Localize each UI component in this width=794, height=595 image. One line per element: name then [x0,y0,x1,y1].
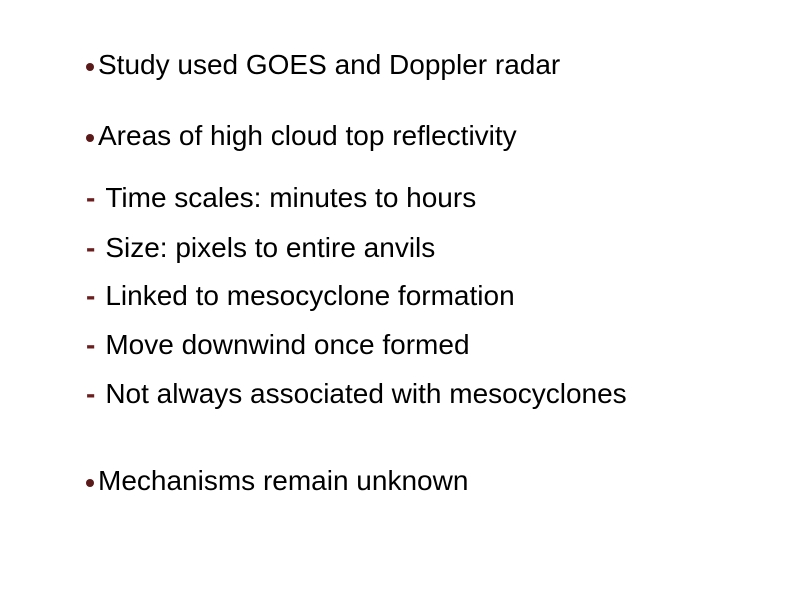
dash-marker: - [86,232,96,263]
sub-item-text: Move downwind once formed [105,329,470,360]
bullet-text: Mechanisms remain unknown [98,465,469,496]
dash-marker: - [86,378,96,409]
bullet-text: Areas of high cloud top reflectivity [98,120,517,151]
bullet-icon [86,63,94,71]
dash-marker: - [86,182,96,213]
sub-item [86,181,476,215]
sub-item-text: Linked to mesocyclone formation [105,280,515,311]
bullet-item [86,48,560,82]
bullet-text: Study used GOES and Doppler radar [98,49,561,80]
sub-item [86,377,627,411]
bullet-item [86,119,517,153]
dash-marker: - [86,329,96,360]
sub-item [86,279,515,313]
sub-item [86,328,470,362]
sub-item [86,231,435,265]
bullet-icon [86,479,94,487]
sub-item-text: Time scales: minutes to hours [105,182,477,213]
sub-item-text: Not always associated with mesocyclones [105,378,627,409]
dash-marker: - [86,280,96,311]
bullet-icon [86,134,94,142]
sub-item-text: Size: pixels to entire anvils [105,232,436,263]
bullet-item [86,464,468,498]
